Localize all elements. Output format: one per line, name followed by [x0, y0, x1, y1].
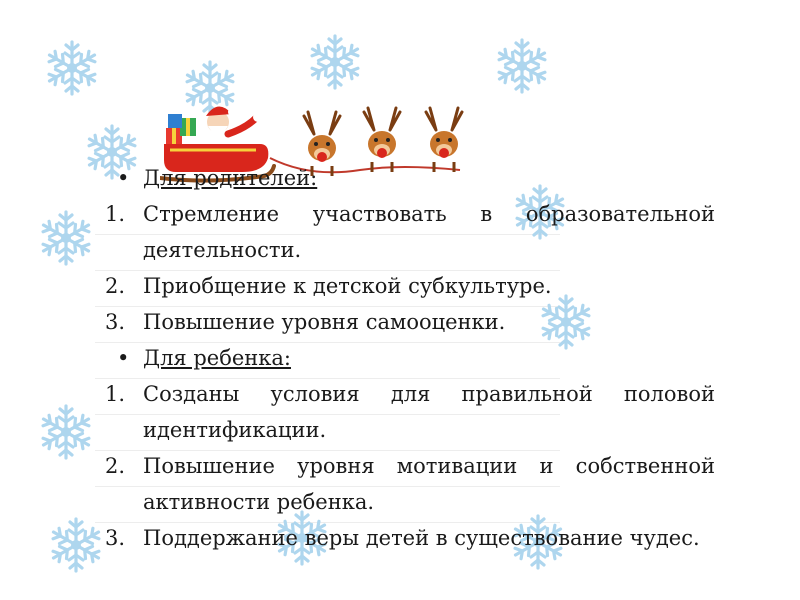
list-item-text: Стремление участвовать в образовательной [143, 202, 715, 226]
list-item [105, 196, 715, 232]
list-item-text: Поддержание веры детей в существование чудес. [143, 526, 700, 550]
snowflake-icon [46, 515, 106, 575]
list-item [105, 268, 715, 304]
list-number: 2. [105, 274, 126, 298]
list-item-text: Повышение уровня самооценки. [143, 310, 506, 334]
section-heading-text: Для ребенка: [143, 346, 291, 370]
bullet-marker: • [117, 346, 130, 370]
list-item-text: деятельности. [143, 238, 302, 262]
snowflake-icon [492, 36, 552, 96]
list-item [105, 376, 715, 412]
section-heading-parents [105, 160, 715, 196]
snowflake-icon [36, 208, 96, 268]
list-item-continuation [105, 412, 715, 448]
snowflake-icon [36, 402, 96, 462]
list-number: 1. [105, 382, 126, 406]
list-item [105, 448, 715, 484]
list-item-continuation [105, 232, 715, 268]
snowflake-icon [305, 32, 365, 92]
section-heading-child [105, 340, 715, 376]
list-item-text: идентификации. [143, 418, 327, 442]
list-item-text: Созданы условия для правильной половой [143, 382, 715, 406]
list-item-text: Приобщение к детской субкультуре. [143, 274, 552, 298]
list-item [105, 520, 715, 556]
list-item-continuation [105, 484, 715, 520]
list-item-text: активности ребенка. [143, 490, 375, 514]
list-number: 1. [105, 202, 126, 226]
slide-content [105, 160, 715, 556]
section-heading-text: Для родителей: [143, 166, 318, 190]
bullet-marker: • [117, 166, 130, 190]
snowflake-icon [42, 38, 102, 98]
list-item [105, 304, 715, 340]
list-number: 2. [105, 454, 126, 478]
list-item-text: Повышение уровня мотивации и собственной [143, 454, 715, 478]
list-number: 3. [105, 310, 126, 334]
list-number: 3. [105, 526, 126, 550]
